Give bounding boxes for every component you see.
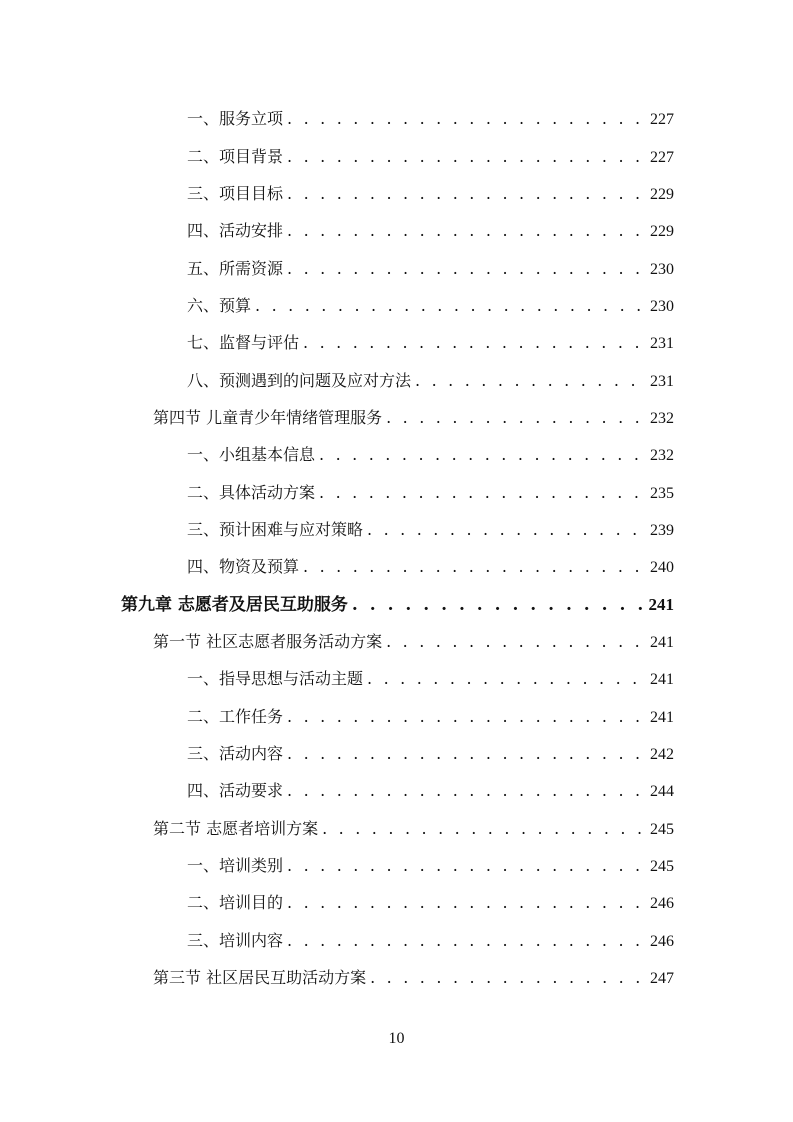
toc-entry-title: 三、培训内容 bbox=[187, 931, 284, 950]
toc-entry[interactable] bbox=[153, 960, 674, 996]
toc-entry-title: 二、具体活动方案 bbox=[187, 483, 316, 502]
toc-entry[interactable] bbox=[187, 923, 674, 959]
dot-leader bbox=[367, 512, 646, 548]
toc-entry[interactable] bbox=[187, 699, 674, 735]
toc-entry-page: 241 bbox=[650, 709, 674, 726]
toc-entry-page: 235 bbox=[650, 485, 674, 502]
dot-leader bbox=[287, 885, 646, 921]
toc-entry-page: 247 bbox=[650, 970, 674, 987]
toc-entry[interactable] bbox=[187, 325, 674, 361]
dot-leader bbox=[287, 773, 646, 809]
dot-leader bbox=[287, 176, 646, 212]
toc-entry-page: 229 bbox=[650, 223, 674, 240]
toc-entry-title: 二、工作任务 bbox=[187, 707, 284, 726]
toc-entry[interactable] bbox=[187, 251, 674, 287]
toc-entry-page: 230 bbox=[650, 298, 674, 315]
toc-entry-title: 八、预测遇到的问题及应对方法 bbox=[187, 371, 412, 390]
toc-entry-page: 231 bbox=[650, 373, 674, 390]
toc-entry-title: 三、预计困难与应对策略 bbox=[187, 520, 364, 539]
toc-entry-page: 246 bbox=[650, 933, 674, 950]
toc-entry-title: 四、物资及预算 bbox=[187, 557, 300, 576]
toc-entry[interactable] bbox=[153, 811, 674, 847]
toc-entry-title: 第九章 志愿者及居民互助服务 bbox=[121, 595, 348, 615]
toc-entry-title: 第一节 社区志愿者服务活动方案 bbox=[153, 632, 383, 651]
toc-entry-title: 四、活动要求 bbox=[187, 781, 284, 800]
toc-entry-page: 245 bbox=[650, 821, 674, 838]
toc-entry-title: 一、服务立项 bbox=[187, 109, 284, 128]
dot-leader bbox=[352, 587, 645, 623]
toc-entry-title: 二、项目背景 bbox=[187, 147, 284, 166]
dot-leader bbox=[303, 549, 646, 585]
toc-entry[interactable] bbox=[187, 661, 674, 697]
dot-leader bbox=[255, 288, 646, 324]
dot-leader bbox=[287, 736, 646, 772]
toc-entry-page: 241 bbox=[650, 671, 674, 688]
toc-entry[interactable] bbox=[187, 101, 674, 137]
toc-entry-title: 七、监督与评估 bbox=[187, 333, 300, 352]
toc-entry-page: 242 bbox=[650, 746, 674, 763]
dot-leader bbox=[287, 923, 646, 959]
toc-entry-title: 三、项目目标 bbox=[187, 184, 284, 203]
toc-entry-title: 四、活动安排 bbox=[187, 221, 284, 240]
toc-entry-title: 一、培训类别 bbox=[187, 856, 284, 875]
dot-leader bbox=[287, 699, 646, 735]
toc-entry-page: 244 bbox=[650, 783, 674, 800]
dot-leader bbox=[287, 101, 646, 137]
dot-leader bbox=[370, 960, 646, 996]
toc-entry-title: 六、预算 bbox=[187, 296, 252, 315]
toc-entry-page: 227 bbox=[650, 111, 674, 128]
toc-entry[interactable] bbox=[187, 437, 674, 473]
toc-entry-page: 232 bbox=[650, 447, 674, 464]
toc-entry-page: 231 bbox=[650, 335, 674, 352]
toc-entry[interactable] bbox=[187, 475, 674, 511]
toc-entry-page: 239 bbox=[650, 522, 674, 539]
toc-entry[interactable] bbox=[187, 736, 674, 772]
dot-leader bbox=[386, 400, 646, 436]
toc-entry-page: 227 bbox=[650, 149, 674, 166]
toc-entry-title: 一、指导思想与活动主题 bbox=[187, 669, 364, 688]
toc-entry-chapter[interactable] bbox=[121, 587, 674, 623]
toc-entry-title: 第三节 社区居民互助活动方案 bbox=[153, 968, 367, 987]
dot-leader bbox=[322, 811, 646, 847]
toc-entry-title: 二、培训目的 bbox=[187, 893, 284, 912]
toc-entry[interactable] bbox=[187, 512, 674, 548]
toc-entry[interactable] bbox=[187, 773, 674, 809]
toc-entry-page: 240 bbox=[650, 559, 674, 576]
dot-leader bbox=[386, 624, 646, 660]
toc-entry-page: 230 bbox=[650, 261, 674, 278]
toc-entry[interactable] bbox=[153, 624, 674, 660]
toc-entry[interactable] bbox=[187, 549, 674, 585]
dot-leader bbox=[287, 251, 646, 287]
toc-entry-page: 232 bbox=[650, 410, 674, 427]
toc-entry-title: 第四节 儿童青少年情绪管理服务 bbox=[153, 408, 383, 427]
toc-entry[interactable] bbox=[187, 213, 674, 249]
toc-entry[interactable] bbox=[153, 400, 674, 436]
dot-leader bbox=[319, 475, 646, 511]
toc-entry-page: 246 bbox=[650, 895, 674, 912]
toc-entry-page: 229 bbox=[650, 186, 674, 203]
dot-leader bbox=[415, 363, 646, 399]
dot-leader bbox=[287, 139, 646, 175]
dot-leader bbox=[287, 213, 646, 249]
toc-entry-page: 245 bbox=[650, 858, 674, 875]
page-number: 10 bbox=[388, 1030, 405, 1047]
toc-entry-page: 241 bbox=[650, 634, 674, 651]
toc-entry-title: 一、小组基本信息 bbox=[187, 445, 316, 464]
toc-entry[interactable] bbox=[187, 363, 674, 399]
toc-entry-title: 三、活动内容 bbox=[187, 744, 284, 763]
dot-leader bbox=[319, 437, 646, 473]
toc-entry[interactable] bbox=[187, 139, 674, 175]
toc-entry-title: 五、所需资源 bbox=[187, 259, 284, 278]
dot-leader bbox=[303, 325, 646, 361]
toc-entry[interactable] bbox=[187, 848, 674, 884]
toc-entry-page: 241 bbox=[648, 595, 674, 614]
toc-entry[interactable] bbox=[187, 176, 674, 212]
toc-entry[interactable] bbox=[187, 288, 674, 324]
toc-entry-title: 第二节 志愿者培训方案 bbox=[153, 819, 319, 838]
toc-entry[interactable] bbox=[187, 885, 674, 921]
dot-leader bbox=[287, 848, 646, 884]
dot-leader bbox=[367, 661, 646, 697]
